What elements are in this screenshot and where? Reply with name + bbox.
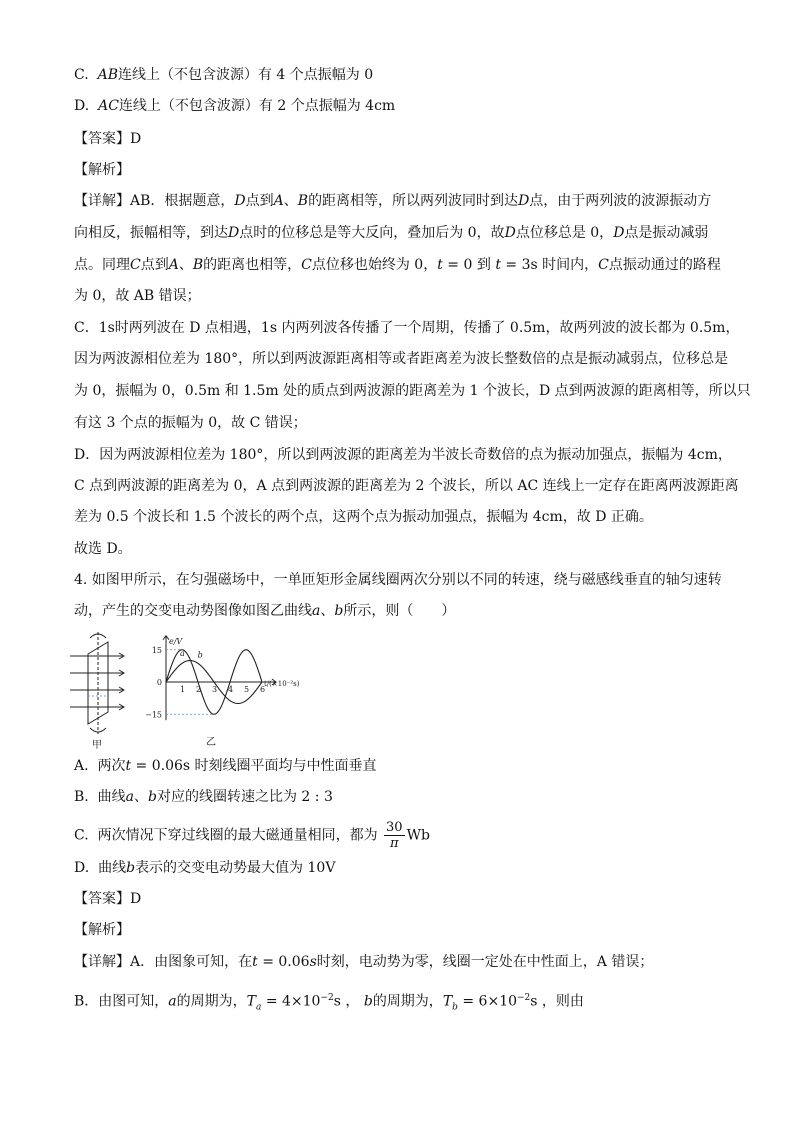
q4-option-b: B. 曲线a、b对应的线圈转速之比为 2 : 3	[74, 789, 333, 805]
figure-yi-label: 乙	[206, 737, 216, 748]
detail-ab-line-1: 【详解】AB．根据题意，D点到A、B的距离相等，所以两列波同时到达D点，由于两列波的波源振动方	[74, 193, 712, 209]
x-tick-label: 5	[244, 685, 250, 694]
y-tick-label: 0	[156, 678, 162, 687]
x-tick-label: 2	[196, 685, 202, 694]
y-tick-label: 15	[151, 645, 162, 655]
q4-option-a: A. 两次t = 0.06s 时刻线圈平面均与中性面垂直	[74, 758, 377, 774]
figure-jia-label: 甲	[92, 740, 102, 751]
q4-detail-a: 【详解】A．由图象可知，在t = 0.06s时刻，电动势为零，线圈一定处在中性面上，A 错误；	[74, 954, 654, 970]
x-axis-label: t/(×10⁻²s)	[264, 680, 300, 688]
q4-detail-b: B．由图可知，a的周期为，$T_a = 4\times 10^{-2}s$ ， b的周期为，$T_b = 6\times 10^{-2}s$ ，则由	[74, 993, 584, 1013]
x-tick-label: 1	[180, 685, 186, 694]
q4-analysis-heading: 【解析】	[74, 922, 130, 938]
y-tick-label: −15	[145, 710, 162, 720]
figure-jia-coil	[68, 628, 130, 740]
series-label-b: b	[197, 650, 203, 660]
detail-d-line-3: 差为 0.5 个波长和 1.5 个波长的两个点，这两个点为振动加强点，振幅为 4cm，故 D 正确。	[74, 509, 653, 525]
y-axis-label: e/V	[169, 636, 183, 646]
q4-stem-line-2: 动，产生的交变电动势图像如图乙曲线a、b所示，则（ ）	[74, 603, 456, 619]
q4-stem-line-1: 4. 如图甲所示，在匀强磁场中，一单匝矩形金属线圈两次分别以不同的转速，绕与磁感线垂直的轴匀速转	[74, 572, 722, 588]
figure-yi-chart	[140, 632, 320, 728]
series-label-a: a	[180, 649, 185, 659]
x-tick-label: 6	[260, 685, 266, 694]
conclusion-line: 故选 D。	[74, 541, 132, 557]
detail-c-line-2: 因为两波源相位差为 180°，所以到两波源距离相等或者距离差为波长整数倍的点是振动减弱点，位移总是	[74, 351, 729, 367]
x-tick-label: 4	[228, 685, 234, 694]
fraction-30-over-pi: $\frac{30}{\pi}$	[386, 820, 403, 851]
detail-d-line-2: C 点到两波源的距离差为 0，A 点到两波源的距离差为 2 个波长，所以 AC 连线上一定存在距离两波源距离	[74, 478, 739, 494]
option-c-line: C. AB连线上（不包含波源）有 4 个点振幅为 0	[74, 67, 374, 83]
x-tick-label: 3	[212, 685, 218, 694]
answer-line: 【答案】D	[74, 131, 142, 147]
q4-answer: 【答案】D	[74, 891, 142, 907]
detail-ab-line-2: 向相反，振幅相等，到达D点时的位移总是等大反向，叠加后为 0，故D点位移总是 0，D点是振动减弱	[74, 225, 709, 241]
detail-d-line-1: D．因为两波源相位差为 180°，所以到两波源的距离差为半波长奇数倍的点为振动加强点，振幅为 4cm，	[74, 447, 732, 463]
detail-c-line-4: 有这 3 个点的振幅为 0，故 C 错误；	[74, 415, 307, 431]
detail-ab-line-4: 为 0，故 AB 错误；	[74, 288, 201, 304]
analysis-heading: 【解析】	[74, 162, 130, 178]
q4-option-d: D. 曲线b表示的交变电动势最大值为 10V	[74, 860, 336, 876]
option-d-line: D. AC连线上（不包含波源）有 2 个点振幅为 4cm	[74, 98, 396, 114]
detail-c-line-1: C．1s时两列波在 D 点相遇，1s 内两列波各传播了一个周期，传播了 0.5m，故两列波的波长都为 0.5m，	[74, 320, 740, 336]
q4-option-c: C. 两次情况下穿过线圈的最大磁通量相同，都为 $\frac{30}{\pi}$ Wb	[74, 820, 430, 851]
detail-ab-line-3: 点。同理C点到A、B的距离也相等，C点位移也始终为 0，t = 0 到 t = 3s 时间内，C点振动通过的路程	[74, 257, 721, 273]
detail-c-line-3: 为 0，振幅为 0，0.5m 和 1.5m 处的质点到两波源的距离差为 1 个波长，D 点到两波源的距离相等，所以只	[74, 383, 751, 399]
